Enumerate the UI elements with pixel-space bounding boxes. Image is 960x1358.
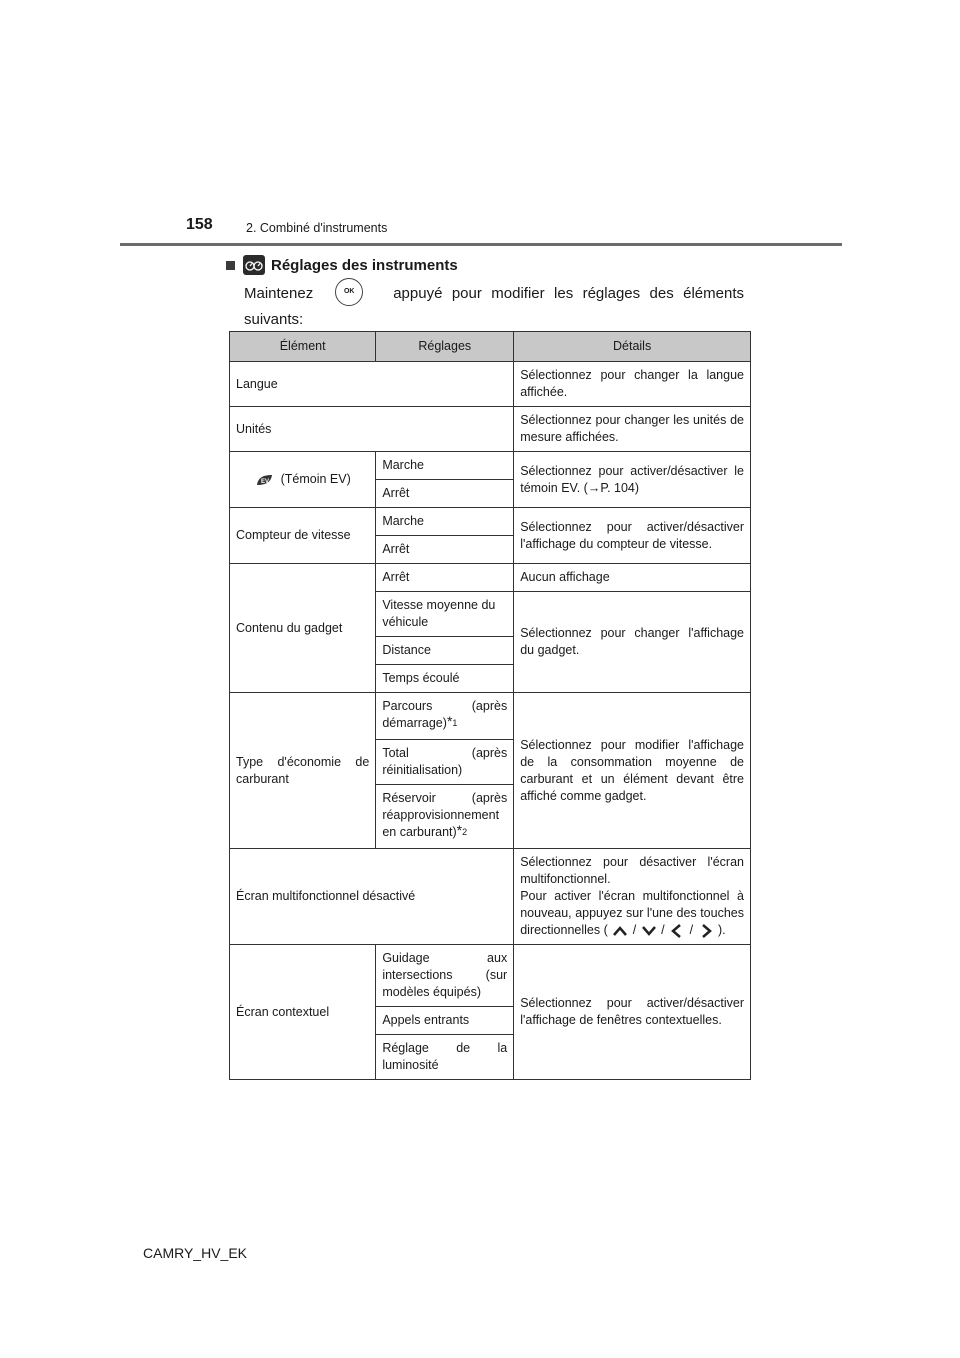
settings-cell: Marche [376, 508, 514, 536]
element-cell: Écran contextuel [230, 945, 376, 1080]
arrow-left-icon [668, 924, 686, 938]
details-cell: Sélectionnez pour changer les unités de mesure affichées. [514, 407, 751, 452]
settings-table [229, 331, 751, 1080]
ev-indicator-icon [255, 474, 273, 486]
settings-cell [376, 785, 514, 849]
header-settings: Réglages [376, 332, 514, 362]
arrow-down-icon [640, 924, 658, 938]
table-row [230, 362, 751, 407]
settings-cell: Réglage de la luminosité [376, 1035, 514, 1080]
details-cell: Sélectionnez pour changer l'affichage du gadget. [514, 592, 751, 693]
settings-cell: Appels entrants [376, 1007, 514, 1035]
settings-cell: Temps écoulé [376, 665, 514, 693]
settings-cell: Arrêt [376, 536, 514, 564]
table-row [230, 945, 751, 1007]
settings-cell: Total (après réinitialisation) [376, 740, 514, 785]
model-code: CAMRY_HV_EK [143, 1245, 248, 1261]
option-label: Parcours (après démarrage) [382, 699, 508, 730]
table-header-row [230, 332, 751, 362]
details-cell: Sélectionnez pour activer/désactiver l'affichage du compteur de vitesse. [514, 508, 751, 564]
details-text: Pour activer l'écran multifonctionnel à nouveau, appuyez sur l'une des touches directionnelles ( [520, 889, 744, 937]
section-title: Réglages des instruments [271, 256, 458, 274]
element-cell: Compteur de vitesse [230, 508, 376, 564]
page-number: 158 [186, 216, 213, 233]
details-text: ). [718, 923, 726, 937]
table-row [230, 849, 751, 945]
details-cell: Sélectionnez pour modifier l'affichage de la consommation moyenne de carburant et un élément devant être affiché comme gadget. [514, 693, 751, 849]
chapter-title: 2. Combiné d'instruments [246, 221, 388, 235]
intro-paragraph [244, 280, 744, 331]
settings-cell [376, 693, 514, 740]
intro-text-start: Maintenez [244, 284, 314, 302]
details-cell: Sélectionnez pour activer/désactiver le témoin EV. (→P. 104) [514, 452, 751, 508]
arrow-right-icon [697, 924, 715, 938]
ev-label: (Témoin EV) [280, 472, 351, 486]
table-row [230, 508, 751, 536]
header-divider [120, 243, 842, 246]
ok-button-icon: OK [335, 278, 363, 306]
settings-cell: Arrêt [376, 564, 514, 592]
intro-text-end: appuyé pour modifier les réglages des éléments suivants: [244, 284, 744, 328]
settings-cell: Marche [376, 452, 514, 480]
element-cell: Écran multifonctionnel désactivé [230, 849, 514, 945]
square-bullet-icon [226, 261, 235, 270]
header-element: Élément [230, 332, 376, 362]
table-row [230, 407, 751, 452]
element-cell: Type d'économie de carburant [230, 693, 376, 849]
footnote-marker: *2 [456, 822, 468, 838]
table-row [230, 452, 751, 480]
table-row [230, 693, 751, 740]
option-label: Réservoir (après réapprovisionnement en carburant) [382, 791, 508, 839]
element-cell [230, 452, 376, 508]
details-cell: Sélectionnez pour changer la langue affichée. [514, 362, 751, 407]
settings-cell: Distance [376, 637, 514, 665]
settings-cell: Vitesse moyenne du véhicule [376, 592, 514, 637]
element-cell: Langue [230, 362, 514, 407]
arrow-up-icon [611, 924, 629, 938]
gauge-settings-icon [243, 255, 265, 275]
settings-cell: Guidage aux intersections (sur modèles équipés) [376, 945, 514, 1007]
details-cell: Sélectionnez pour activer/désactiver l'affichage de fenêtres contextuelles. [514, 945, 751, 1080]
details-cell: Sélectionnez pour désactiver l'écran multifonctionnel. Pour activer l'écran multifonctionnel à nouveau, appuyez sur l'une des touches directionnelles ( / / / ). [514, 849, 751, 945]
section-heading [226, 255, 458, 275]
element-cell: Contenu du gadget [230, 564, 376, 693]
details-text: Sélectionnez pour désactiver l'écran multifonctionnel. [520, 855, 744, 886]
footnote-marker: *1 [446, 713, 458, 729]
settings-cell: Arrêt [376, 480, 514, 508]
element-cell: Unités [230, 407, 514, 452]
svg-text:EV: EV [260, 478, 269, 485]
header-details: Détails [514, 332, 751, 362]
details-cell: Aucun affichage [514, 564, 751, 592]
table-row [230, 564, 751, 592]
